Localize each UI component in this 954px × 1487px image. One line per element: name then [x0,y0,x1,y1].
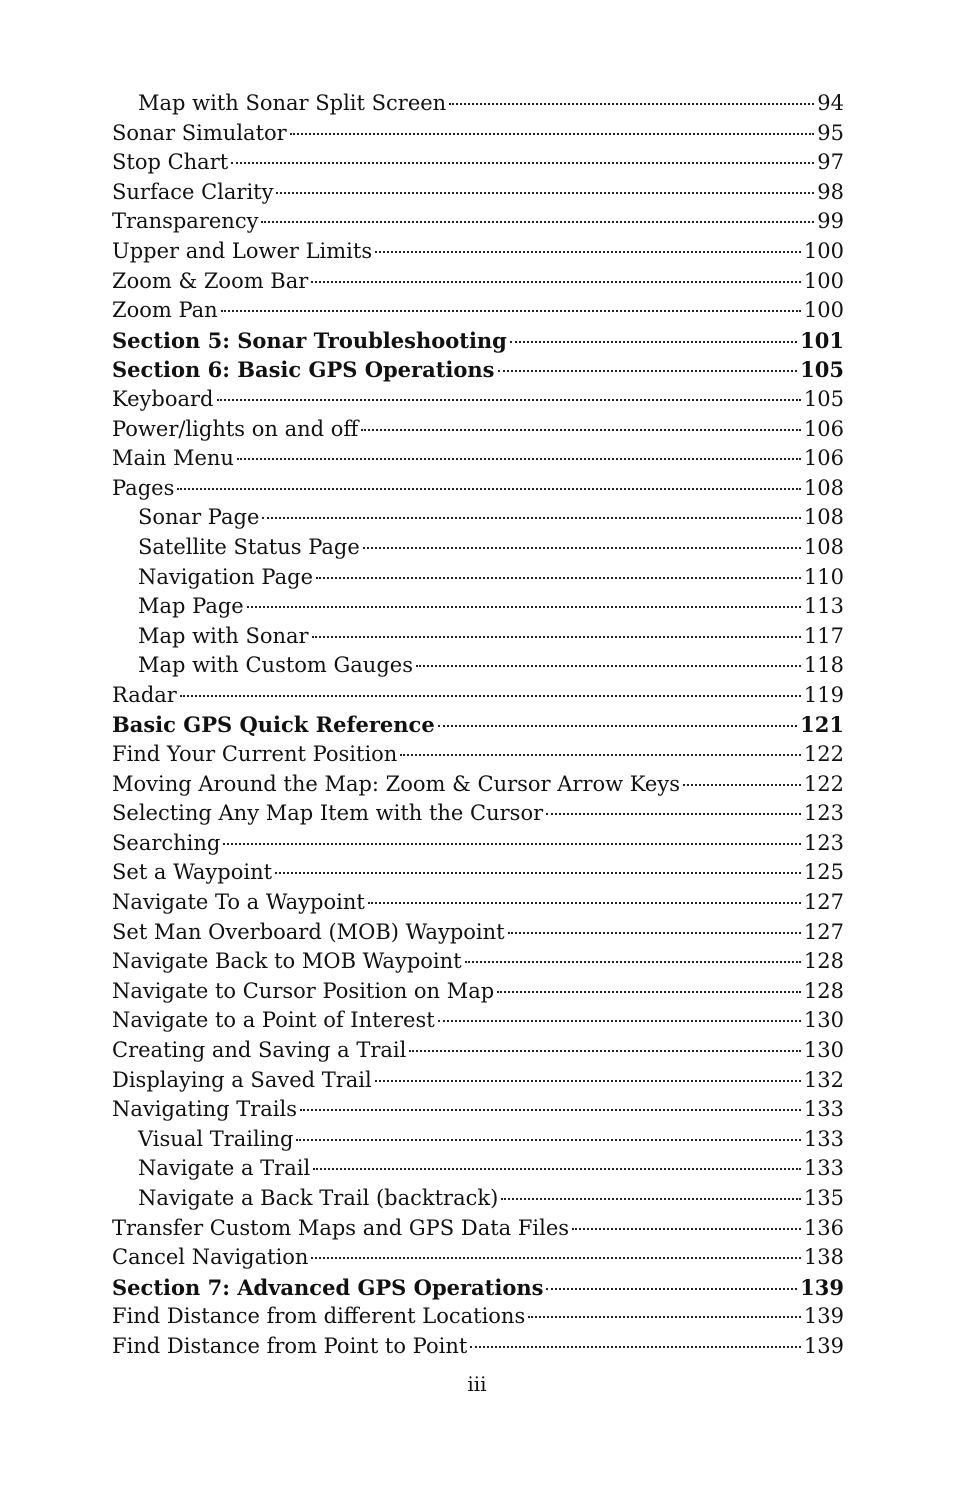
toc-entry[interactable] [112,947,844,977]
toc-entry-title: Visual Trailing [138,1126,294,1151]
toc-entry-page-number: 125 [803,860,844,885]
toc-entry[interactable] [112,1006,844,1036]
dot-leader [508,932,801,934]
toc-entry[interactable] [112,1302,844,1332]
toc-entry-title: Searching [112,830,221,855]
toc-entry[interactable] [112,178,844,208]
dot-leader [510,341,797,343]
toc-entry-page-number: 128 [803,978,844,1003]
toc-entry[interactable] [112,1095,844,1125]
dot-leader [375,251,801,253]
dot-leader [363,547,801,549]
toc-entry-title: Navigation Page [138,564,314,589]
toc-entry-page-number: 110 [803,564,844,589]
toc-entry-page-number: 132 [803,1067,844,1092]
toc-entry[interactable] [112,918,844,948]
toc-entry-page-number: 100 [803,238,844,263]
toc-entry-title: Section 6: Basic GPS Operations [112,357,495,383]
toc-entry-title: Map Page [138,594,244,619]
dot-leader [300,1109,801,1111]
toc-entry-page-number: 133 [803,1156,844,1181]
toc-entry-title: Moving Around the Map: Zoom & Cursor Arrow Keys [112,771,680,796]
dot-leader [497,991,801,993]
toc-entry-title: Pages [112,475,175,500]
toc-entry[interactable] [112,770,844,800]
dot-leader [237,458,801,460]
toc-entry-title: Transparency [112,209,259,234]
toc-entry-page-number: 123 [803,801,844,826]
dot-leader [180,695,801,697]
dot-leader [470,1346,801,1348]
dot-leader [400,754,801,756]
toc-entry[interactable] [112,474,844,504]
dot-leader [375,1080,801,1082]
toc-entry[interactable] [112,1332,844,1362]
toc-entry[interactable] [112,829,844,859]
toc-entry-page-number: 121 [800,712,844,738]
toc-entry-page-number: 108 [803,505,844,530]
toc-entry-title: Radar [112,682,177,707]
toc-entry-page-number: 138 [803,1245,844,1270]
toc-entry-title: Satellite Status Page [138,534,360,559]
toc-entry-title: Navigate Back to MOB Waypoint [112,949,462,974]
dot-leader [290,133,815,135]
toc-entry-title: Map with Sonar Split Screen [138,91,447,115]
toc-entry[interactable] [112,89,844,119]
toc-entry-title: Navigate a Back Trail (backtrack) [138,1185,499,1210]
toc-entry-page-number: 133 [803,1126,844,1151]
toc-entry-page-number: 118 [803,653,844,678]
toc-entry-title: Keyboard [112,386,214,411]
toc-entry-title: Main Menu [112,446,234,471]
toc-entry-title: Section 7: Advanced GPS Operations [112,1274,544,1300]
toc-entry-title: Navigate a Trail [138,1156,311,1181]
dot-leader [311,1257,800,1259]
toc-entry-title: Cancel Navigation [112,1245,309,1270]
toc-entry-title: Power/lights on and off [112,416,359,441]
page-number: iii [467,1372,487,1396]
toc-entry[interactable] [112,444,844,474]
dot-leader [438,725,797,727]
toc-entry[interactable] [112,1273,844,1303]
toc-entry-title: Selecting Any Map Item with the Cursor [112,801,544,826]
dot-leader [498,370,798,372]
dot-leader [409,1050,801,1052]
dot-leader [465,961,801,963]
toc-entry[interactable] [112,148,844,178]
toc-entry-title: Transfer Custom Maps and GPS Data Files [112,1215,570,1240]
toc-entry[interactable] [112,385,844,415]
dot-leader [217,399,801,401]
toc-entry[interactable] [112,977,844,1007]
toc-entry-page-number: 106 [803,416,844,441]
toc-entry-title: Sonar Page [138,505,260,530]
toc-entry-title: Map with Sonar [138,623,309,648]
toc-entry-page-number: 136 [803,1215,844,1240]
toc-entry[interactable] [112,1243,844,1273]
toc-entry-page-number: 105 [803,386,844,411]
dot-leader [311,281,801,283]
toc-entry[interactable] [112,415,844,445]
toc-entry-title: Zoom & Zoom Bar [112,268,309,293]
toc-entry-title: Sonar Simulator [112,120,287,145]
toc-entry[interactable] [112,888,844,918]
toc-entry-page-number: 128 [803,949,844,974]
toc-entry[interactable] [112,1184,844,1214]
toc-entry[interactable] [112,1066,844,1096]
toc-entry[interactable] [112,1036,844,1066]
toc-entry-page-number: 122 [803,771,844,796]
dot-leader [546,1288,797,1290]
toc-entry-page-number: 108 [803,475,844,500]
toc-entry-page-number: 101 [800,327,844,353]
dot-leader [316,577,801,579]
toc-entry[interactable] [112,681,844,711]
dot-leader [572,1228,801,1230]
toc-entry-page-number: 105 [800,357,844,383]
toc-entry-title: Navigate to Cursor Position on Map [112,978,495,1003]
dot-leader [438,1020,801,1022]
toc-entry[interactable] [112,710,844,740]
toc-entry-page-number: 127 [803,919,844,944]
toc-entry[interactable] [112,119,844,149]
toc-entry-title: Surface Clarity [112,179,274,204]
toc-entry-title: Navigating Trails [112,1097,298,1122]
toc-entry-page-number: 99 [817,209,844,234]
toc-entry-page-number: 100 [803,298,844,323]
toc-entry-title: Section 5: Sonar Troubleshooting [112,327,507,353]
toc-entry-page-number: 130 [803,1008,844,1033]
toc-entry-page-number: 139 [800,1274,844,1300]
toc-entry[interactable] [112,296,844,326]
toc-entry-page-number: 139 [803,1304,844,1329]
toc-entry[interactable] [112,740,844,770]
toc-entry-page-number: 106 [803,446,844,471]
dot-leader [361,429,801,431]
toc-entry[interactable] [112,326,844,356]
dot-leader [221,310,801,312]
toc-entry-page-number: 135 [803,1185,844,1210]
toc-entry[interactable] [112,592,844,622]
toc-entry[interactable] [112,207,844,237]
toc-entry[interactable] [112,799,844,829]
toc-entry[interactable] [112,1214,844,1244]
toc-entry-page-number: 98 [817,179,844,204]
toc-entry-page-number: 95 [817,120,844,145]
toc-entry-page-number: 122 [803,742,844,767]
dot-leader [449,103,814,105]
table-of-contents [112,89,844,1362]
toc-entry-title: Zoom Pan [112,298,218,323]
toc-entry-page-number: 130 [803,1038,844,1062]
toc-entry[interactable] [112,533,844,563]
toc-entry[interactable] [112,651,844,681]
toc-entry[interactable] [112,355,844,385]
dot-leader [276,192,814,194]
dot-leader [275,872,801,874]
dot-leader [683,784,801,786]
toc-entry-page-number: 139 [803,1333,844,1358]
dot-leader [368,902,801,904]
toc-entry-page-number: 117 [803,623,844,648]
toc-entry[interactable] [112,563,844,593]
toc-entry[interactable] [112,622,844,652]
toc-entry-page-number: 94 [817,91,844,115]
dot-leader [312,636,801,638]
toc-entry-page-number: 133 [803,1097,844,1122]
toc-entry-title: Find Distance from Point to Point [112,1333,468,1358]
toc-entry-title: Creating and Saving a Trail [112,1038,407,1062]
toc-entry-page-number: 108 [803,534,844,559]
dot-leader [231,162,814,164]
toc-entry-title: Stop Chart [112,150,229,175]
toc-entry[interactable] [112,267,844,297]
dot-leader [262,517,801,519]
toc-entry[interactable] [112,1154,844,1184]
dot-leader [501,1198,801,1200]
toc-entry-title: Map with Custom Gauges [138,653,413,678]
toc-entry-title: Set Man Overboard (MOB) Waypoint [112,919,505,944]
dot-leader [416,665,801,667]
toc-entry[interactable] [112,1125,844,1155]
dot-leader [247,606,801,608]
dot-leader [296,1139,800,1141]
toc-entry-page-number: 113 [803,594,844,619]
toc-entry-title: Upper and Lower Limits [112,238,373,263]
toc-entry-title: Find Your Current Position [112,742,398,767]
toc-entry[interactable] [112,858,844,888]
toc-entry-page-number: 119 [803,682,844,707]
dot-leader [313,1168,801,1170]
toc-entry-title: Navigate To a Waypoint [112,890,365,915]
dot-leader [528,1316,801,1318]
dot-leader [223,843,801,845]
toc-entry-title: Set a Waypoint [112,860,273,885]
dot-leader [177,488,801,490]
toc-entry-page-number: 97 [817,150,844,175]
toc-entry-title: Find Distance from different Locations [112,1304,526,1329]
dot-leader [261,221,814,223]
toc-entry-page-number: 123 [803,830,844,855]
toc-entry-page-number: 127 [803,890,844,915]
toc-entry-title: Displaying a Saved Trail [112,1067,372,1092]
toc-entry-title: Navigate to a Point of Interest [112,1008,435,1033]
toc-entry[interactable] [112,237,844,267]
toc-entry-page-number: 100 [803,268,844,293]
toc-entry[interactable] [112,503,844,533]
toc-entry-title: Basic GPS Quick Reference [112,712,435,738]
dot-leader [546,813,801,815]
